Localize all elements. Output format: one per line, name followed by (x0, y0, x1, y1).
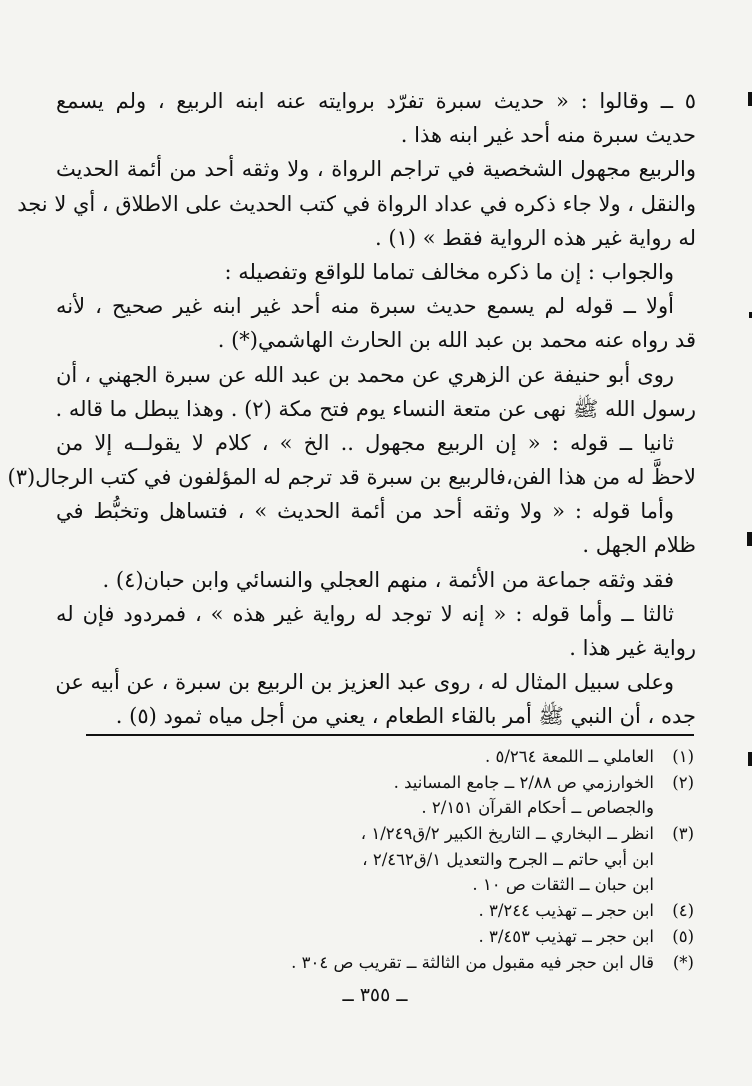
footnote-text: قال ابن حجر فيه مقبول من الثالثة ــ تقريب ص ٣٠٤ . (291, 952, 654, 972)
scan-edge-mark (748, 92, 752, 106)
text-line: لاحظَّ له من هذا الفن،فالربيع بن سبرة قد ترجم له المؤلفون في كتب الرجال(٣) (7, 465, 696, 490)
text-line: ثالثا ــ وأما قوله : « إنه لا توجد له رواية غير هذه » ، فمردود فإن له (56, 601, 674, 626)
footnote-number (654, 872, 694, 898)
footnote (160, 744, 694, 770)
footnote-number (654, 795, 694, 821)
footnote-text: والجصاص ــ أحكام القرآن ٢/١٥١ . (421, 798, 654, 818)
text-line: ٥ ــ وقالوا : « حديث سبرة تفرّد بروايته عنه ابنه الربيع ، ولم يسمع (56, 89, 696, 113)
footnote-number: (*) (672, 952, 694, 972)
scan-edge-mark (748, 752, 752, 766)
footnote-number: (٥) (672, 926, 694, 946)
footnote-text: ابن أبي حاتم ــ الجرح والتعديل ١/ق٢/٤٦٢ ، (362, 849, 654, 869)
text-line: جده ، أن النبي ﷺ أمر بالقاء الطعام ، يعني من أجل مياه ثمود (٥) . (115, 704, 696, 729)
footnote-number (654, 847, 694, 873)
text-line: قد رواه عنه محمد بن عبد الله بن الحارث الهاشمي(*) . (217, 328, 696, 353)
text-line: روى أبو حنيفة عن الزهري عن محمد بن عبد الله عن سبرة الجهني ، أن (56, 362, 674, 387)
footnote-text: ابن حجر ــ تهذيب ٣/٤٥٣ . (478, 926, 654, 946)
text-line: والنقل ، ولا جاء ذكره في عداد الرواة في كتب الحديث على الاطلاق ، أي لا نجد (17, 191, 696, 216)
footnote-number: (٤) (672, 901, 694, 921)
footnote-number: (١) (672, 747, 694, 766)
footnote-text: ابن حجر ــ تهذيب ٣/٢٤٤ . (478, 901, 654, 921)
text-line: وأما قوله : « ولا وثقه أحد من أئمة الحديث » ، فتساهل وتخبُّط في (56, 499, 674, 524)
text-line: ثانيا ــ قوله : « إن الربيع مجهول .. الخ » ، كلام لا يقولــه إلا من (56, 430, 674, 455)
page-number: ــ ٣٥٥ ــ (342, 984, 408, 1006)
text-line: له رواية غير هذه الرواية فقط » (١) . (375, 225, 696, 250)
footnote (160, 847, 694, 873)
footnote-text: ابن حبان ــ الثقات ص ١٠ . (472, 875, 654, 895)
text-line: والربيع مجهول الشخصية في تراجم الرواة ، ولا وثقه أحد من أئمة الحديث (56, 157, 696, 182)
footnote (160, 924, 694, 950)
text-line: ظلام الجهل . (582, 533, 696, 558)
footnote (160, 898, 694, 924)
text-line: رواية غير هذا . (569, 636, 696, 660)
text-line: وعلى سبيل المثال له ، روى عبد العزيز بن الربيع بن سبرة ، عن أبيه عن (55, 670, 674, 695)
footnote (160, 770, 694, 796)
footnote (160, 795, 694, 821)
text-line: رسول الله ﷺ نهى عن متعة النساء يوم فتح مكة (٢) . وهذا يبطل ما قاله . (55, 396, 696, 421)
footnote-text: انظر ــ البخاري ــ التاريخ الكبير ٢/ق١/٢٤٩ ، (360, 824, 654, 844)
footnote (160, 872, 694, 898)
text-line: حديث سبرة منه أحد غير ابنه هذا . (400, 123, 696, 148)
text-line: أولا ــ قوله لم يسمع حديث سبرة منه أحد غير ابنه غير صحيح ، لأنه (56, 294, 674, 319)
scan-edge-mark (747, 532, 752, 546)
main-text (7, 84, 696, 734)
footnote-text: العاملي ــ اللمعة ٥/٢٦٤ . (485, 747, 654, 766)
footnotes (160, 744, 694, 975)
footnote-separator (86, 734, 694, 736)
footnote (160, 950, 694, 976)
text-line: والجواب : إن ما ذكره مخالف تماما للواقع وتفصيله : (224, 259, 674, 284)
footnote-text: الخوارزمي ص ٢/٨٨ ــ جامع المسانيد . (393, 772, 654, 792)
text-line: فقد وثقه جماعة من الأئمة ، منهم العجلي والنسائي وابن حبان(٤) . (102, 567, 674, 592)
footnote-number: (٢) (672, 772, 694, 792)
footnote (160, 821, 694, 847)
footnote-number: (٣) (672, 824, 694, 844)
